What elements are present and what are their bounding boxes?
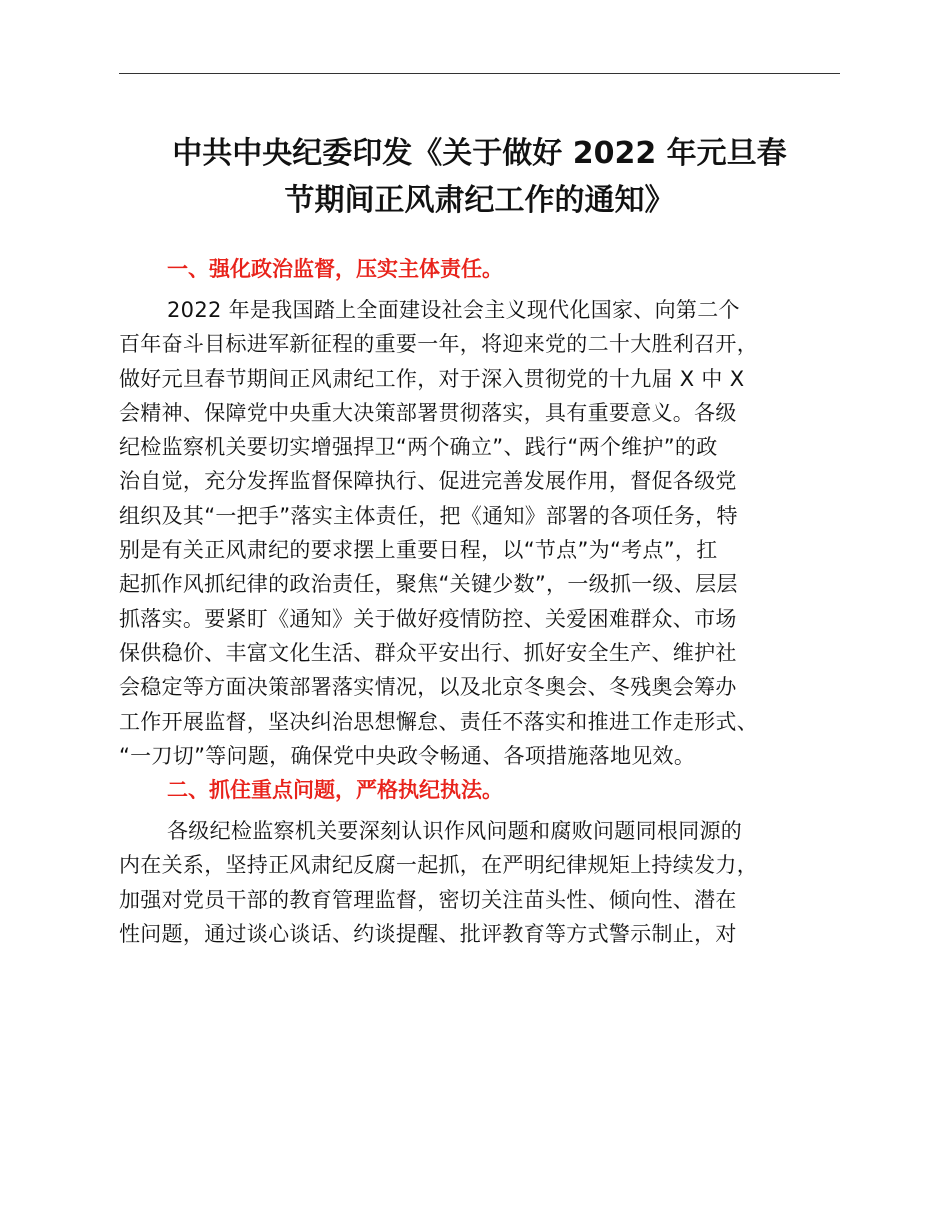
- paragraph-line: 组织及其“一把手”落实主体责任，把《通知》部署的各项任务，特: [119, 503, 738, 528]
- paragraph-line: 工作开展监督，坚决纠治思想懈怠、责任不落实和推进工作走形式、: [119, 709, 758, 734]
- section-heading-1: 一、强化政治监督，压实主体责任。: [167, 257, 503, 281]
- document-body: [119, 252, 849, 951]
- paragraph-line: 起抓作风抓纪律的政治责任，聚焦“关键少数”，一级抓一级、层层: [119, 572, 738, 597]
- section-1-paragraph: [119, 293, 849, 773]
- paragraph-line: 内在关系，坚持正风肃纪反腐一起抓，在严明纪律规矩上持续发力，: [119, 853, 758, 878]
- paragraph-line: 做好元旦春节期间正风肃纪工作，对于深入贯彻党的十九届 X 中 X: [119, 366, 745, 391]
- paragraph-line: 纪检监察机关要切实增强捍卫“两个确立”、践行“两个维护”的政: [119, 435, 718, 460]
- paragraph-line: “一刀切”等问题，确保党中央政令畅通、各项措施落地见效。: [119, 743, 696, 768]
- paragraph-line: 百年奋斗目标进军新征程的重要一年，将迎来党的二十大胜利召开，: [119, 332, 758, 357]
- paragraph-line: 别是有关正风肃纪的要求摆上重要日程，以“节点”为“考点”，扛: [119, 538, 718, 563]
- document-title: [119, 130, 840, 224]
- paragraph-line: 2022 年是我国踏上全面建设社会主义现代化国家、向第二个: [167, 298, 740, 322]
- paragraph-line: 会稳定等方面决策部署落实情况，以及北京冬奥会、冬残奥会筹办: [119, 675, 737, 700]
- paragraph-line: 性问题，通过谈心谈话、约谈提醒、批评教育等方式警示制止，对: [119, 922, 737, 947]
- section-2-paragraph: [119, 814, 849, 951]
- paragraph-line: 抓落实。要紧盯《通知》关于做好疫情防控、关爱困难群众、市场: [119, 606, 737, 631]
- paragraph-line: 保供稳价、丰富文化生活、群众平安出行、抓好安全生产、维护社: [119, 640, 737, 665]
- title-line: 节期间正风肃纪工作的通知》: [284, 183, 675, 218]
- title-line: 中共中央纪委印发《关于做好 2022 年元旦春: [172, 136, 787, 171]
- paragraph-line: 治自觉，充分发挥监督保障执行、促进完善发展作用，督促各级党: [119, 469, 737, 494]
- top-horizontal-rule: [119, 73, 840, 74]
- section-heading-2: 二、抓住重点问题，严格执纪执法。: [167, 778, 503, 803]
- paragraph-line: 加强对党员干部的教育管理监督，密切关注苗头性、倾向性、潜在: [119, 887, 737, 912]
- paragraph-line: 会精神、保障党中央重大决策部署贯彻落实，具有重要意义。各级: [119, 400, 737, 425]
- paragraph-line: 各级纪检监察机关要深刻认识作风问题和腐败问题同根同源的: [167, 819, 743, 844]
